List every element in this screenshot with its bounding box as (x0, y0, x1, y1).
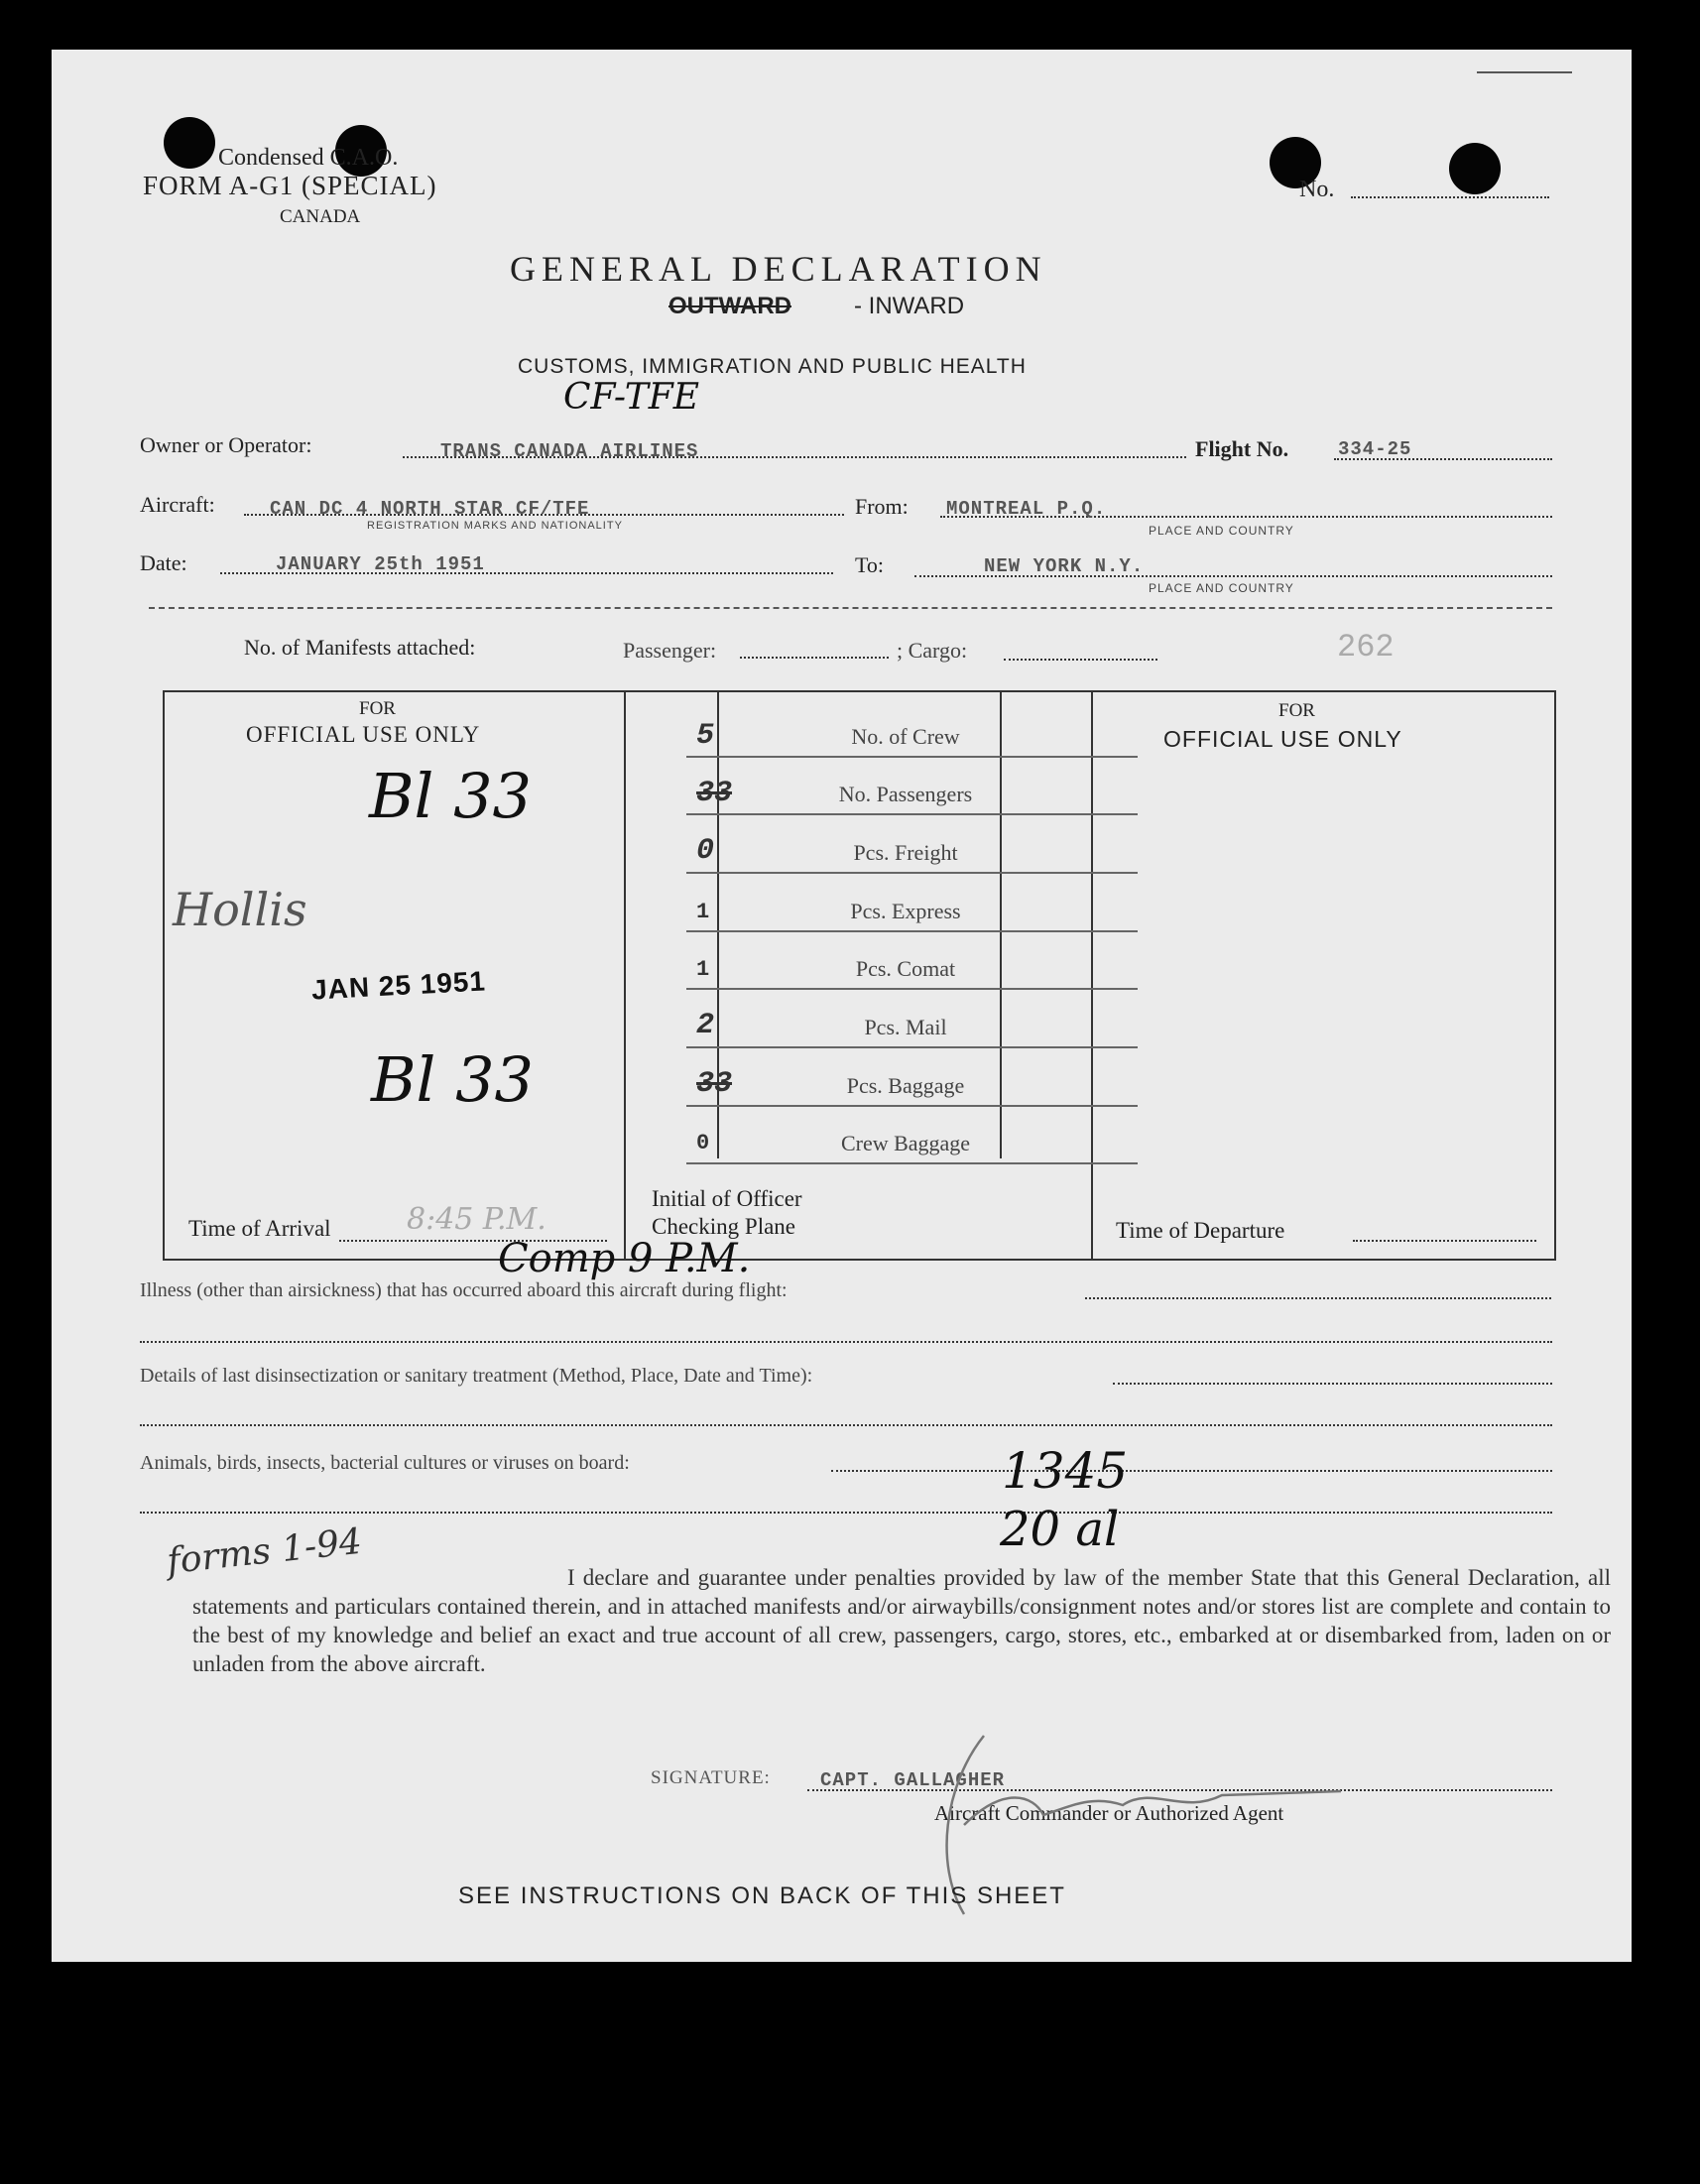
date-label: Date: (140, 550, 187, 575)
mail-label: Pcs. Mail (864, 1015, 947, 1039)
aircraft-value: CAN DC 4 NORTH STAR CF/TFE (270, 498, 590, 520)
initial-officer-label: Initial of Officer (652, 1186, 802, 1211)
declaration-text: I declare and guarantee under penalties provided by law of the member State that this General Declaration, all statements and particulars contained therein, and in attached manifests and/or airwaybills/consignment notes and/or stores list are complete and contain to the best of my knowledge and belief an exact and true account of all crew, passengers, cargo, stores, etc., embarked at or disembarked from, laden on or unladen from the above aircraft. (192, 1565, 1611, 1676)
from-caption: PLACE AND COUNTRY (1149, 524, 1294, 538)
express-value: 1 (696, 900, 710, 924)
crew-value: 5 (696, 719, 715, 753)
form-id: FORM A-G1 (SPECIAL) (143, 171, 437, 200)
baggage-value: 33 (696, 1067, 733, 1101)
handwritten-comp: Comp 9 P.M. (498, 1236, 751, 1281)
crew-baggage-value: 0 (696, 1131, 710, 1155)
handwritten-registration: CF-TFE (563, 377, 700, 418)
signature-name: CAPT. GALLAGHER (820, 1769, 1006, 1791)
subtitle: CUSTOMS, IMMIGRATION AND PUBLIC HEALTH (518, 355, 1027, 378)
manifests-cargo-label: ; Cargo: (897, 638, 968, 663)
to-value: NEW YORK N.Y. (984, 555, 1145, 577)
aircraft-caption: REGISTRATION MARKS AND NATIONALITY (367, 520, 623, 532)
departure-label: Time of Departure (1116, 1218, 1285, 1243)
divider (149, 607, 1552, 609)
passengers-value: 33 (696, 777, 733, 810)
handwritten-1345: 1345 (1002, 1442, 1129, 1500)
to-caption: PLACE AND COUNTRY (1149, 581, 1294, 595)
comat-label: Pcs. Comat (855, 956, 956, 981)
right-header-official: OFFICIAL USE ONLY (1163, 726, 1402, 752)
crew-baggage-label: Crew Baggage (840, 1131, 971, 1155)
owner-label: Owner or Operator: (140, 432, 312, 457)
crew-label: No. of Crew (851, 724, 960, 749)
flight-label: Flight No. (1195, 436, 1289, 461)
handwritten-bl33-bottom: Bl 33 (371, 1043, 534, 1116)
mail-value: 2 (696, 1009, 715, 1042)
top-mark (1477, 71, 1572, 73)
from-label: From: (855, 494, 909, 519)
date-value: JANUARY 25th 1951 (276, 553, 485, 575)
signature-label: SIGNATURE: (651, 1767, 771, 1788)
comat-value: 1 (696, 957, 710, 982)
left-header-official: OFFICIAL USE ONLY (246, 722, 481, 747)
date-stamp: JAN 25 1951 (310, 965, 487, 1006)
freight-label: Pcs. Freight (853, 840, 958, 865)
punch-hole (164, 117, 215, 169)
checking-plane-label: Checking Plane (652, 1214, 795, 1239)
flight-value: 334-25 (1338, 438, 1412, 460)
baggage-label: Pcs. Baggage (846, 1073, 965, 1098)
to-label: To: (855, 552, 885, 577)
handwritten-20-al: 20 al (1000, 1502, 1120, 1557)
signature-caption: Aircraft Commander or Authorized Agent (934, 1801, 1284, 1825)
illness-label: Illness (other than airsickness) that has occurred aboard this aircraft during flight: (140, 1279, 788, 1301)
no-label: No. (1299, 177, 1335, 202)
aircraft-label: Aircraft: (140, 492, 215, 517)
manifests-passenger-label: Passenger: (623, 638, 717, 663)
handwritten-forms: forms 1-94 (165, 1520, 364, 1583)
manifests-stamp-number: 262 (1337, 629, 1395, 666)
country: CANADA (280, 206, 361, 227)
disinsect-label: Details of last disinsectization or sanitary treatment (Method, Place, Date and Time): (140, 1365, 813, 1387)
punch-hole (1449, 143, 1501, 194)
instructions-footer: SEE INSTRUCTIONS ON BACK OF THIS SHEET (458, 1882, 1066, 1909)
animals-label: Animals, birds, insects, bacterial cultures or viruses on board: (140, 1452, 630, 1474)
from-value: MONTREAL P.Q. (946, 498, 1107, 520)
condensed-cao: Condensed C.A.O. (218, 145, 399, 171)
form-sheet (52, 50, 1632, 1962)
arrival-label: Time of Arrival (188, 1216, 331, 1241)
officer-signature: Hollis (173, 883, 307, 936)
outward-struck: OUTWARD (668, 293, 791, 319)
owner-value: TRANS CANADA AIRLINES (440, 440, 699, 462)
arrival-value: 8:45 P.M. (407, 1202, 546, 1237)
inward-label: - INWARD (854, 293, 965, 319)
no-dots (1351, 196, 1549, 198)
manifests-label: No. of Manifests attached: (244, 635, 476, 660)
express-label: Pcs. Express (850, 899, 961, 923)
right-header-for: FOR (1278, 700, 1315, 721)
page-title: GENERAL DECLARATION (510, 249, 1047, 289)
passengers-label: No. Passengers (838, 782, 973, 806)
freight-value: 0 (696, 834, 715, 868)
handwritten-bl33-top: Bl 33 (369, 760, 532, 832)
left-header-for: FOR (359, 698, 396, 719)
